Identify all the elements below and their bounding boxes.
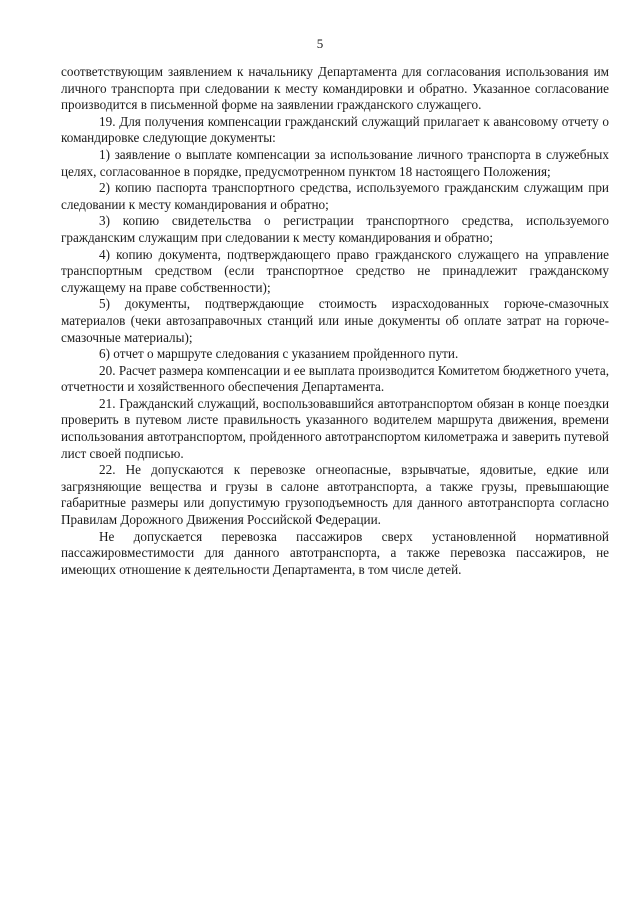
- paragraph-19-item-6: 6) отчет о маршруте следования с указанием пройденного пути.: [99, 346, 459, 362]
- page-number: 5: [316, 36, 324, 51]
- paragraph-19-item-2: 2) копию паспорта транспортного средства, используемого гражданским служащим при следовании к месту командирования и обратно;: [61, 180, 609, 212]
- paragraph-19-item-5: 5) документы, подтверждающие стоимость израсходованных горюче-смазочных материалов (чеки автозаправочных станций или иные документы об оплате затрат на горюче-смазочные материалы);: [61, 296, 609, 345]
- paragraph-21: 21. Гражданский служащий, воспользовавшийся автотранспортом обязан в конце поездки проверить в путевом листе правильность указанного водителем маршрута движения, времени использования автотранспортом, пройденного автотранспортом километража и заверить путевой лист своей подписью.: [61, 395, 609, 461]
- paragraph-19-item-1: 1) заявление о выплате компенсации за использование личного транспорта в служебных целях, согласованное в порядке, предусмотренном пунктом 18 настоящего Положения;: [61, 146, 609, 179]
- paragraph-22-passengers: Не допускается перевозка пассажиров сверх установленной нормативной пассажировместимости для данного автотранспорта, а также перевозка пассажиров, не имеющих отношение к деятельности Департамента, в том числе детей.: [61, 528, 609, 577]
- document-body: [61, 64, 609, 578]
- paragraph-20: 20. Расчет размера компенсации и ее выплата производится Комитетом бюджетного учета, отчетности и хозяйственного обеспечения Департамента.: [61, 362, 609, 395]
- paragraph-continuation: соответствующим заявлением к начальнику Департамента для согласования использования им личного транспорта при следовании к месту командировки и обратно. Указанное согласование производится в письменной форме на заявлении гражданского служащего.: [61, 64, 609, 113]
- paragraph-19-item-4: 4) копию документа, подтверждающего право гражданского служащего на управление транспортным средством (если транспортное средство не принадлежит гражданскому служащему на праве собственности);: [61, 246, 609, 295]
- paragraph-22: 22. Не допускаются к перевозке огнеопасные, взрывчатые, ядовитые, едкие или загрязняющие вещества и грузы в салоне автотранспорта, а также грузы, превышающие габаритные размеры или допустимую грузоподъемность для данного автотранспорта согласно Правилам Дорожного Движения Российской Федерации.: [61, 462, 609, 528]
- paragraph-19: 19. Для получения компенсации гражданский служащий прилагает к авансовому отчету о командировке следующие документы:: [61, 113, 609, 146]
- paragraph-19-item-3: 3) копию свидетельства о регистрации транспортного средства, используемого гражданским служащим при следовании к месту командирования и обратно;: [61, 213, 609, 245]
